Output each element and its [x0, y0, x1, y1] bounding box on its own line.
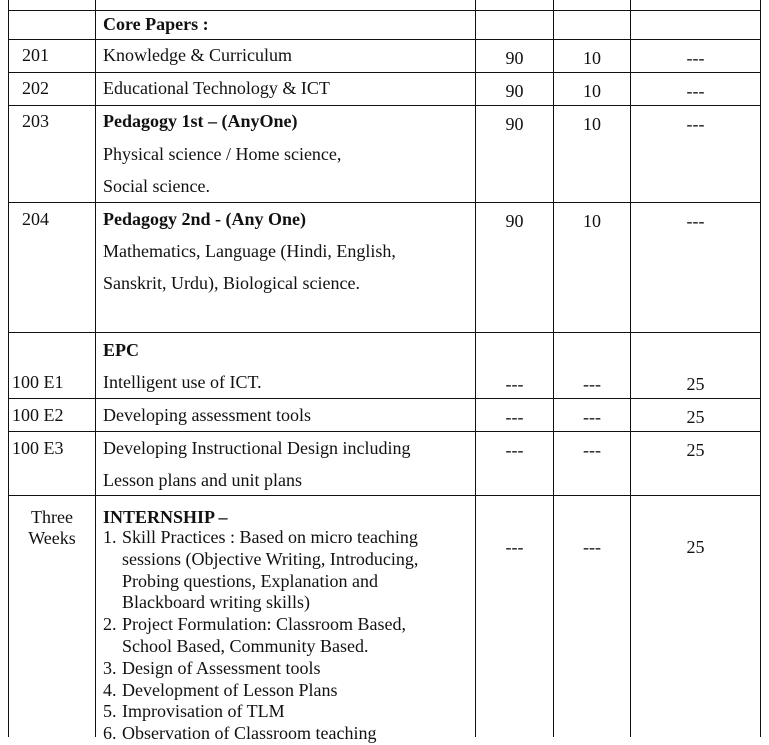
theory-marks: --- [505, 374, 524, 394]
theory-marks: --- [505, 440, 524, 460]
theory-marks: 90 [505, 114, 524, 134]
paper-description-line: Mathematics, Language (Hindi, English, [103, 241, 396, 261]
paper-title: Educational Technology & ICT [103, 78, 330, 98]
internal-marks: --- [583, 440, 601, 460]
table-border-left [8, 0, 9, 737]
list-item-number: 6. [103, 723, 117, 744]
paper-code: 100 E3 [12, 438, 64, 458]
theory-marks: 90 [505, 81, 524, 101]
list-item-line: Project Formulation: Classroom Based, [122, 614, 406, 635]
practical-marks: 25 [686, 440, 705, 460]
list-item-number: 5. [103, 701, 117, 722]
column-divider [95, 0, 96, 737]
paper-title: Pedagogy 1st – (AnyOne) [103, 111, 298, 131]
internship-activity-list [103, 527, 418, 745]
paper-description-line: Lesson plans and unit plans [103, 470, 302, 490]
practical-marks: --- [686, 114, 705, 134]
list-item-line: Blackboard writing skills) [122, 592, 310, 613]
list-item-number: 1. [103, 527, 117, 547]
list-item-line: Probing questions, Explanation and [122, 570, 378, 591]
paper-title: Pedagogy 2nd - (Any One) [103, 209, 307, 229]
paper-title: Developing Instructional Design including [103, 438, 411, 458]
paper-title: Developing assessment tools [103, 405, 311, 425]
list-item-line: School Based, Community Based. [122, 635, 369, 656]
list-item [103, 680, 418, 702]
internal-marks: --- [583, 537, 601, 557]
theory-marks: --- [505, 537, 524, 557]
row-divider [8, 431, 761, 432]
list-item-line: Observation of Classroom teaching [122, 723, 377, 744]
practical-marks: --- [686, 81, 705, 101]
internal-marks: 10 [583, 48, 601, 68]
paper-code: 100 E1 [12, 372, 64, 392]
paper-title: Knowledge & Curriculum [103, 45, 292, 65]
column-divider [630, 0, 631, 737]
list-item-line: Improvisation of TLM [122, 701, 285, 722]
paper-code: 100 E2 [12, 405, 64, 425]
list-item [103, 701, 418, 723]
paper-code: 204 [22, 209, 49, 229]
duration-label: Three [31, 507, 73, 527]
row-divider [8, 105, 761, 106]
row-divider [8, 39, 761, 40]
list-item-number: 4. [103, 679, 117, 700]
paper-code: 203 [22, 111, 49, 131]
practical-marks: 25 [686, 537, 705, 557]
section-heading-epc: EPC [103, 340, 139, 360]
list-item-number: 3. [103, 657, 117, 678]
practical-marks: 25 [686, 374, 705, 394]
row-divider [8, 332, 761, 333]
section-heading-internship: INTERNSHIP – [103, 507, 228, 527]
practical-marks: --- [686, 211, 705, 231]
internal-marks: --- [583, 374, 601, 394]
internal-marks: 10 [583, 81, 601, 101]
column-divider [553, 0, 554, 737]
theory-marks: --- [505, 407, 524, 427]
paper-description-line: Social science. [103, 176, 210, 196]
list-item [103, 614, 418, 658]
list-item-line: Design of Assessment tools [122, 657, 321, 678]
paper-code: 202 [22, 78, 49, 98]
internal-marks: --- [583, 407, 601, 427]
paper-description-line: Physical science / Home science, [103, 144, 342, 164]
internal-marks: 10 [583, 211, 601, 231]
paper-code: 201 [22, 45, 49, 65]
list-item [103, 723, 418, 745]
duration-label: Weeks [28, 528, 76, 548]
theory-marks: 90 [505, 211, 524, 231]
list-item-line: Development of Lesson Plans [122, 679, 338, 700]
list-item-line: sessions (Objective Writing, Introducing, [122, 548, 419, 569]
paper-title: Intelligent use of ICT. [103, 372, 262, 392]
table-border-right [760, 0, 761, 737]
theory-marks: 90 [505, 48, 524, 68]
list-item-line: Skill Practices : Based on micro teaching [122, 527, 418, 547]
row-divider [8, 398, 761, 399]
practical-marks: 25 [686, 407, 705, 427]
list-item-number: 2. [103, 614, 117, 635]
practical-marks: --- [686, 48, 705, 68]
row-divider [8, 202, 761, 203]
list-item [103, 658, 418, 680]
list-item [103, 527, 418, 614]
section-heading-core-papers: Core Papers : [103, 14, 209, 34]
row-divider [8, 72, 761, 73]
row-divider [8, 495, 761, 496]
paper-description-line: Sanskrit, Urdu), Biological science. [103, 273, 360, 293]
column-divider [475, 0, 476, 737]
row-divider [8, 10, 761, 11]
internal-marks: 10 [583, 114, 601, 134]
